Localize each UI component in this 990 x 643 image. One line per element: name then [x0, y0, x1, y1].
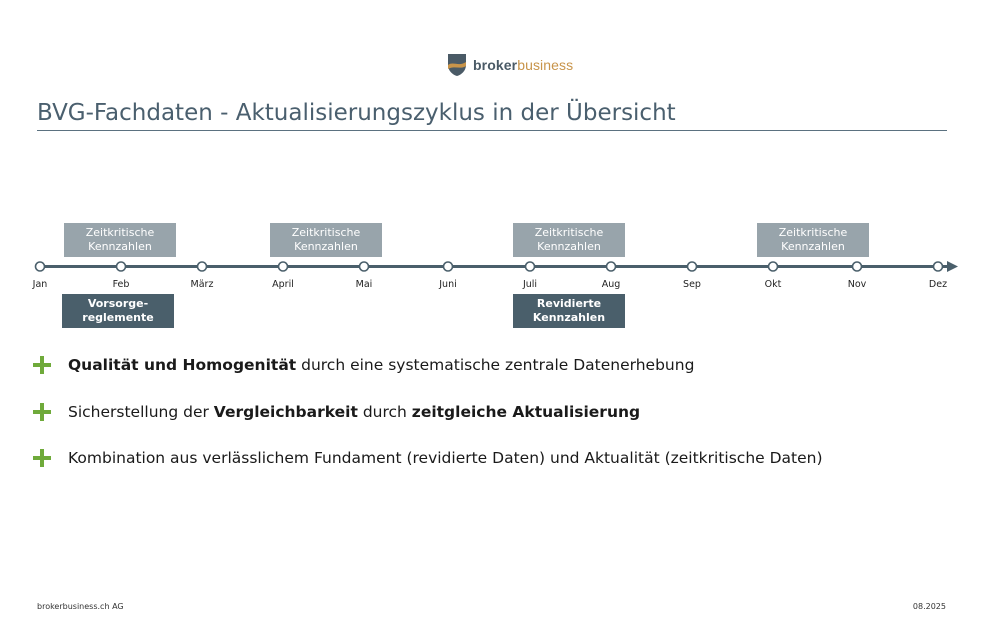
benefit-text-normal: Sicherstellung der	[68, 403, 214, 421]
month-label-feb: Feb	[112, 279, 130, 290]
month-label-april: April	[272, 279, 294, 290]
footer-date: 08.2025	[912, 602, 946, 611]
month-marker-feb	[117, 262, 126, 271]
benefit-item	[33, 443, 823, 473]
timeline-box-vorsorgereglemente	[62, 294, 174, 328]
month-label-maerz: März	[190, 279, 214, 290]
month-label-dez: Dez	[928, 279, 948, 290]
plus-icon	[33, 356, 51, 374]
box-label: Zeitkritische Kennzahlen	[778, 226, 848, 253]
month-marker-mai	[360, 262, 369, 271]
month-label-jan: Jan	[32, 279, 48, 290]
benefit-item	[33, 350, 694, 380]
month-marker-aug	[607, 262, 616, 271]
month-marker-juni	[444, 262, 453, 271]
month-label-juli: Juli	[522, 279, 538, 290]
month-marker-nov	[853, 262, 862, 271]
box-label: Revidierte Kennzahlen	[532, 297, 606, 324]
month-label-nov: Nov	[847, 279, 867, 290]
plus-icon	[33, 449, 51, 467]
month-marker-dez	[934, 262, 943, 271]
timeline-box-zeitkritisch-juli	[513, 223, 625, 257]
page-title: BVG-Fachdaten - Aktualisierungszyklus in der Übersicht	[37, 100, 676, 126]
benefit-text	[68, 403, 640, 421]
month-marker-april	[279, 262, 288, 271]
benefit-text-normal: Kombination aus verlässlichem Fundament (revidierte Daten) und Aktualität (zeitkritische Daten)	[68, 449, 823, 467]
month-marker-juli	[526, 262, 535, 271]
box-label: Zeitkritische Kennzahlen	[291, 226, 361, 253]
box-label: Zeitkritische Kennzahlen	[534, 226, 604, 253]
benefit-text	[68, 449, 823, 467]
month-marker-sep	[688, 262, 697, 271]
footer-company: brokerbusiness.ch AG	[37, 602, 124, 611]
benefit-item	[33, 397, 640, 427]
month-label-sep: Sep	[683, 279, 701, 290]
month-label-juni: Juni	[439, 279, 457, 290]
benefit-text	[68, 356, 694, 374]
month-marker-okt	[769, 262, 778, 271]
timeline-box-zeitkritisch-feb	[64, 223, 176, 257]
plus-icon	[33, 403, 51, 421]
timeline-box-zeitkritisch-april	[270, 223, 382, 257]
brand-name-part2: business	[517, 57, 574, 73]
timeline-arrow-icon	[947, 261, 958, 272]
benefit-text-bold: zeitgleiche Aktualisierung	[411, 403, 641, 421]
benefit-text-bold: Qualität und Homogenität	[68, 356, 297, 374]
month-label-okt: Okt	[764, 279, 782, 290]
box-label: Zeitkritische Kennzahlen	[85, 226, 155, 253]
brand-name-part1: broker	[473, 57, 518, 73]
timeline-box-revidierte-kennzahlen	[513, 294, 625, 328]
month-marker-märz	[198, 262, 207, 271]
month-label-mai: Mai	[355, 279, 373, 290]
box-label: Vorsorge- reglemente	[82, 297, 154, 324]
timeline-box-zeitkritisch-okt	[757, 223, 869, 257]
month-label-aug: Aug	[601, 279, 621, 290]
benefit-text-bold: Vergleichbarkeit	[213, 403, 358, 421]
month-marker-jan	[36, 262, 45, 271]
benefit-text-normal: durch	[357, 403, 412, 421]
benefit-text-normal: durch eine systematische zentrale Datenerhebung	[296, 356, 695, 374]
